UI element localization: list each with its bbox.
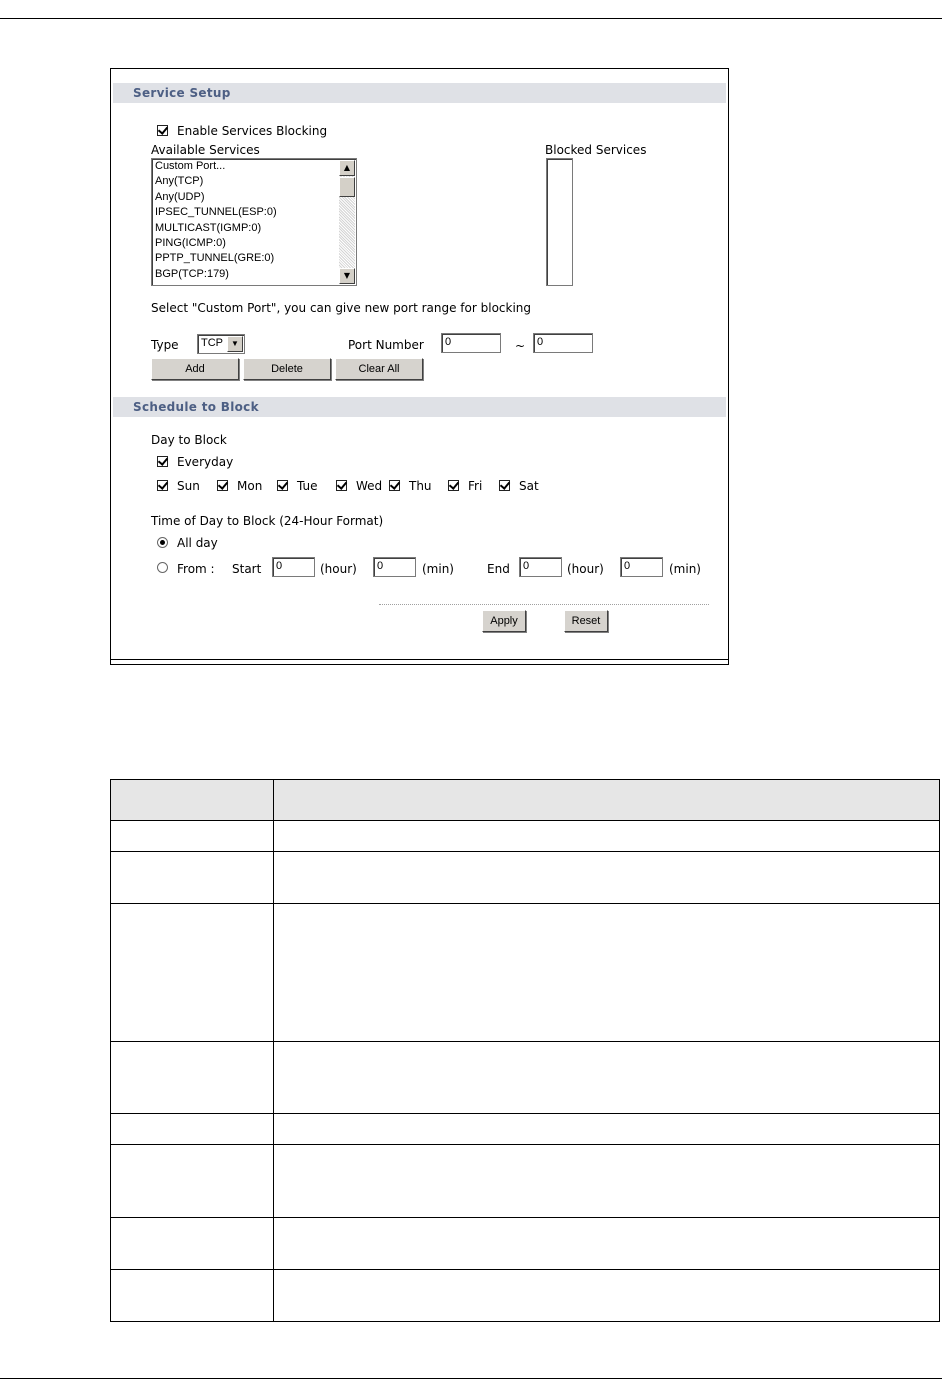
chevron-down-icon[interactable]: ▼ [227, 336, 243, 352]
day-to-block-label: Day to Block [151, 433, 227, 447]
list-item[interactable]: MULTICAST(IGMP:0) [155, 221, 262, 234]
list-item[interactable]: Any(UDP) [155, 190, 205, 203]
type-label: Type [151, 338, 179, 352]
day-checkbox-tue[interactable] [277, 480, 288, 491]
table-cell [274, 1218, 940, 1270]
scroll-down-arrow-icon[interactable]: ▼ [339, 268, 355, 284]
table-row [111, 1042, 940, 1114]
available-services-items [152, 159, 356, 282]
scroll-thumb[interactable] [339, 177, 355, 197]
delete-button[interactable]: Delete [243, 358, 331, 380]
end-label: End [487, 562, 510, 576]
scroll-up-arrow-icon[interactable]: ▲ [339, 160, 355, 176]
day-checkbox-sat[interactable] [499, 480, 510, 491]
day-label-wed: Wed [356, 479, 383, 493]
type-select[interactable] [197, 334, 245, 354]
table-cell [111, 1270, 274, 1322]
day-checkbox-fri[interactable] [448, 480, 459, 491]
list-item[interactable]: PING(ICMP:0) [155, 237, 226, 250]
table-row [111, 904, 940, 1042]
table-cell [274, 1114, 940, 1145]
section-title: Service Setup [133, 86, 231, 100]
service-setup-header [113, 83, 726, 103]
end-min-unit: (min) [669, 562, 701, 576]
list-item[interactable]: Custom Port... [155, 160, 226, 172]
day-checkbox-mon[interactable] [217, 480, 228, 491]
add-button[interactable]: Add [151, 358, 239, 380]
end-hour-input[interactable]: 0 [519, 557, 562, 577]
apply-button[interactable]: Apply [482, 610, 526, 632]
enable-services-blocking-label: Enable Services Blocking [177, 124, 328, 138]
day-label-fri: Fri [468, 479, 483, 493]
custom-port-hint: Select "Custom Port", you can give new port range for blocking [151, 301, 532, 315]
day-label-mon: Mon [237, 479, 263, 493]
start-min-input[interactable]: 0 [373, 557, 416, 577]
available-services-label: Available Services [151, 143, 260, 157]
section-title: Schedule to Block [133, 400, 259, 414]
day-checkbox-sun[interactable] [157, 480, 168, 491]
table-cell [111, 1218, 274, 1270]
table-row [111, 1114, 940, 1145]
end-min-input[interactable]: 0 [620, 557, 663, 577]
table-row [111, 1270, 940, 1322]
list-item[interactable]: IPSEC_TUNNEL(ESP:0) [155, 206, 277, 219]
blocked-services-list[interactable] [546, 158, 573, 286]
all-day-radio[interactable] [157, 537, 168, 548]
everyday-checkbox[interactable] [157, 456, 168, 467]
field-description-table [110, 779, 940, 1322]
port-number-label: Port Number [348, 338, 424, 352]
start-hour-input[interactable]: 0 [272, 557, 315, 577]
from-radio[interactable] [157, 562, 168, 573]
table-header-cell [111, 780, 274, 821]
day-checkbox-thu[interactable] [389, 480, 400, 491]
end-hour-unit: (hour) [567, 562, 604, 576]
table-cell [274, 852, 940, 904]
enable-services-blocking-checkbox[interactable] [157, 125, 168, 136]
blocked-services-label: Blocked Services [545, 143, 647, 157]
start-hour-unit: (hour) [320, 562, 357, 576]
table-header-row [111, 780, 940, 821]
list-item[interactable]: BGP(TCP:179) [155, 267, 229, 280]
frame-bottom-rule [111, 659, 728, 660]
day-label-sun: Sun [177, 479, 200, 493]
type-select-value: TCP [201, 337, 223, 349]
clear-all-button[interactable]: Clear All [335, 358, 423, 380]
table-cell [274, 904, 940, 1042]
reset-button[interactable]: Reset [564, 610, 608, 632]
day-label-thu: Thu [409, 479, 432, 493]
page-footer-rule [0, 1378, 942, 1379]
table-cell [274, 821, 940, 852]
all-day-label: All day [177, 536, 218, 550]
table-cell [111, 1145, 274, 1218]
available-services-scrollbar[interactable] [339, 160, 355, 284]
day-label-sat: Sat [519, 479, 539, 493]
day-checkbox-wed[interactable] [336, 480, 347, 491]
day-label-tue: Tue [297, 479, 318, 493]
port-to-input[interactable]: 0 [533, 333, 593, 353]
table-cell [111, 904, 274, 1042]
table-cell [274, 1042, 940, 1114]
table-row [111, 1145, 940, 1218]
table-cell [111, 1042, 274, 1114]
table-header-cell [274, 780, 940, 821]
service-setup-screen [110, 68, 729, 665]
button-divider [379, 604, 709, 605]
table-cell [274, 1145, 940, 1218]
table-cell [111, 821, 274, 852]
table-cell [111, 852, 274, 904]
start-label: Start [232, 562, 262, 576]
available-services-list[interactable] [151, 158, 357, 286]
schedule-header [113, 397, 726, 417]
list-item[interactable]: Any(TCP) [155, 175, 204, 188]
time-of-day-label: Time of Day to Block (24-Hour Format) [151, 514, 384, 528]
port-range-separator: ~ [515, 339, 526, 353]
list-item[interactable]: PPTP_TUNNEL(GRE:0) [155, 252, 275, 265]
table-cell [274, 1270, 940, 1322]
start-min-unit: (min) [422, 562, 454, 576]
table-cell [111, 1114, 274, 1145]
port-from-input[interactable]: 0 [441, 333, 501, 353]
table-row [111, 821, 940, 852]
page-header-rule [0, 18, 942, 19]
table-row [111, 852, 940, 904]
table-row [111, 1218, 940, 1270]
everyday-label: Everyday [177, 455, 234, 469]
from-label: From : [177, 562, 215, 576]
